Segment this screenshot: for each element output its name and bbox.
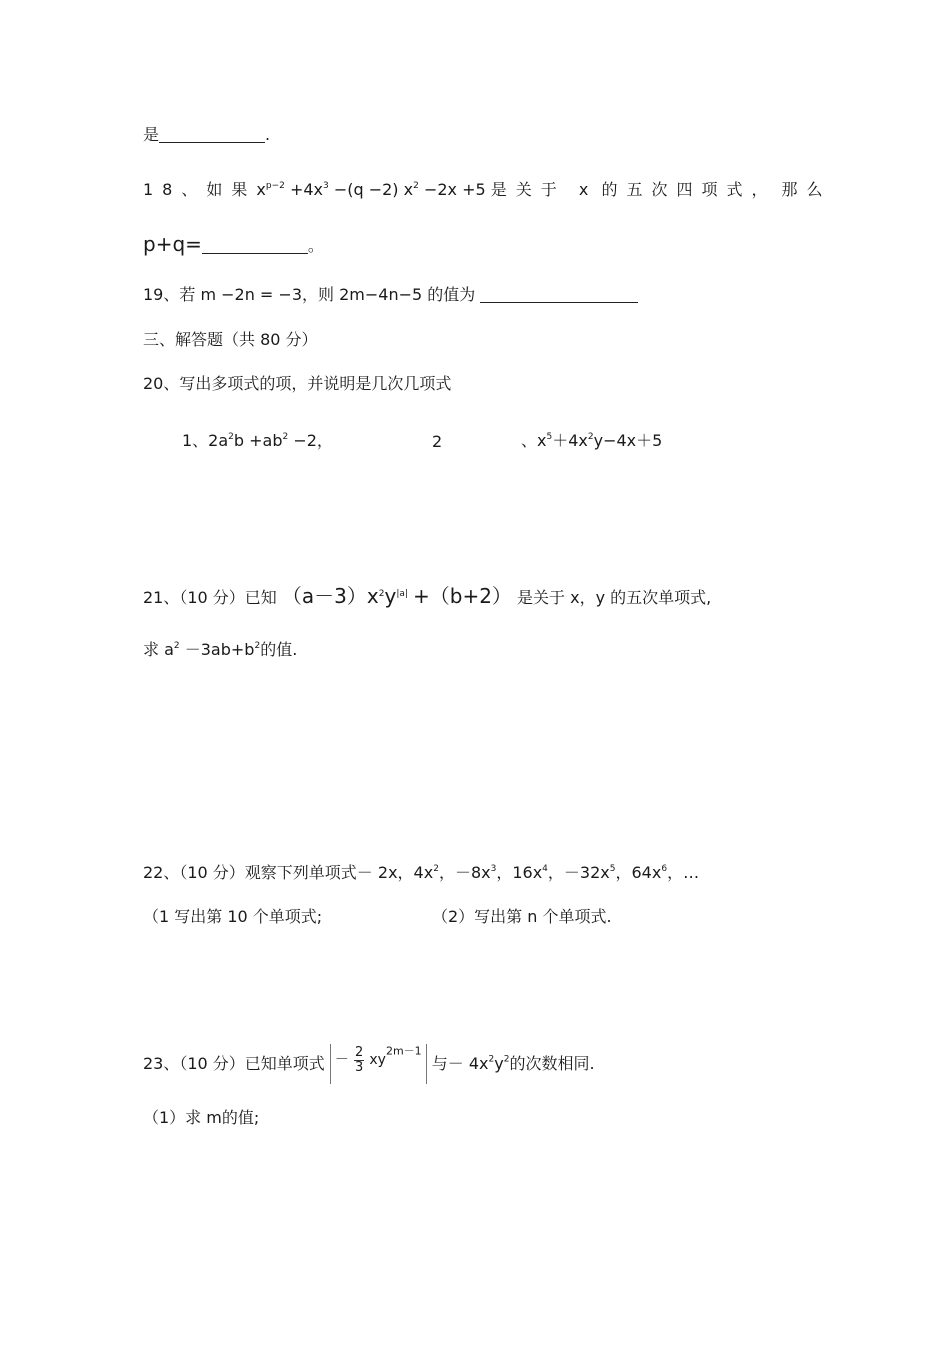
line-blank-answer: 是 . [143,125,271,144]
question-18: 18、如果$x^{p-2} +4x^3 -(q -2)$ $x^2 -2x +5$ 是关于 x 的五次四项式， 那么 [143,180,832,199]
question-22-sub1: （1 写出第 10 个单项式; [143,907,323,926]
fraction: $\frac{2}{3}$ [355,1045,364,1075]
answer-blank [159,142,265,143]
question-23: 23、（10 分）已知单项式 － $\frac{2}{3}$ $xy^{2m-1}$ 与－ $4x^2y^2$的次数相同. [143,1044,595,1084]
section-3-title: 三、解答题（共 80 分） [143,330,318,349]
question-20-part2-num: 2 [432,432,443,451]
question-18-line2: p+q= 。 [143,232,324,256]
answer-blank [480,302,638,303]
question-19: 19、若 m −2n = −3，则 2m−4n−5 的值为 [143,287,638,303]
question-22-sub2: （2）写出第 n 个单项式. [432,907,612,926]
question-23-sub1: （1）求 m的值; [143,1108,260,1127]
monomial-image: － $\frac{2}{3}$ $xy^{2m-1}$ [330,1044,427,1084]
question-20: 20、写出多项式的项，并说明是几次几项式 [143,374,452,393]
answer-blank [202,253,308,254]
question-20-part1: 1、$2a^2b +ab^2 -2$， [182,431,333,450]
question-22: 22、（10 分）观察下列单项式－ 2x，$4x^2$，$-8x^3$，$16x^4$，$-32x^5$，$64x^6$，… [143,863,700,882]
question-20-part2: 、$x^5+4x^2y-4x+5$ [521,431,663,450]
question-21-line2: 求 $a^2 -3ab+b^2$的值. [143,640,298,659]
question-21: 21、（10 分）已知 $(a-3)x^2y^{|a|} +(b+2)$ 是关于 x，y 的五次单项式, [143,584,712,608]
